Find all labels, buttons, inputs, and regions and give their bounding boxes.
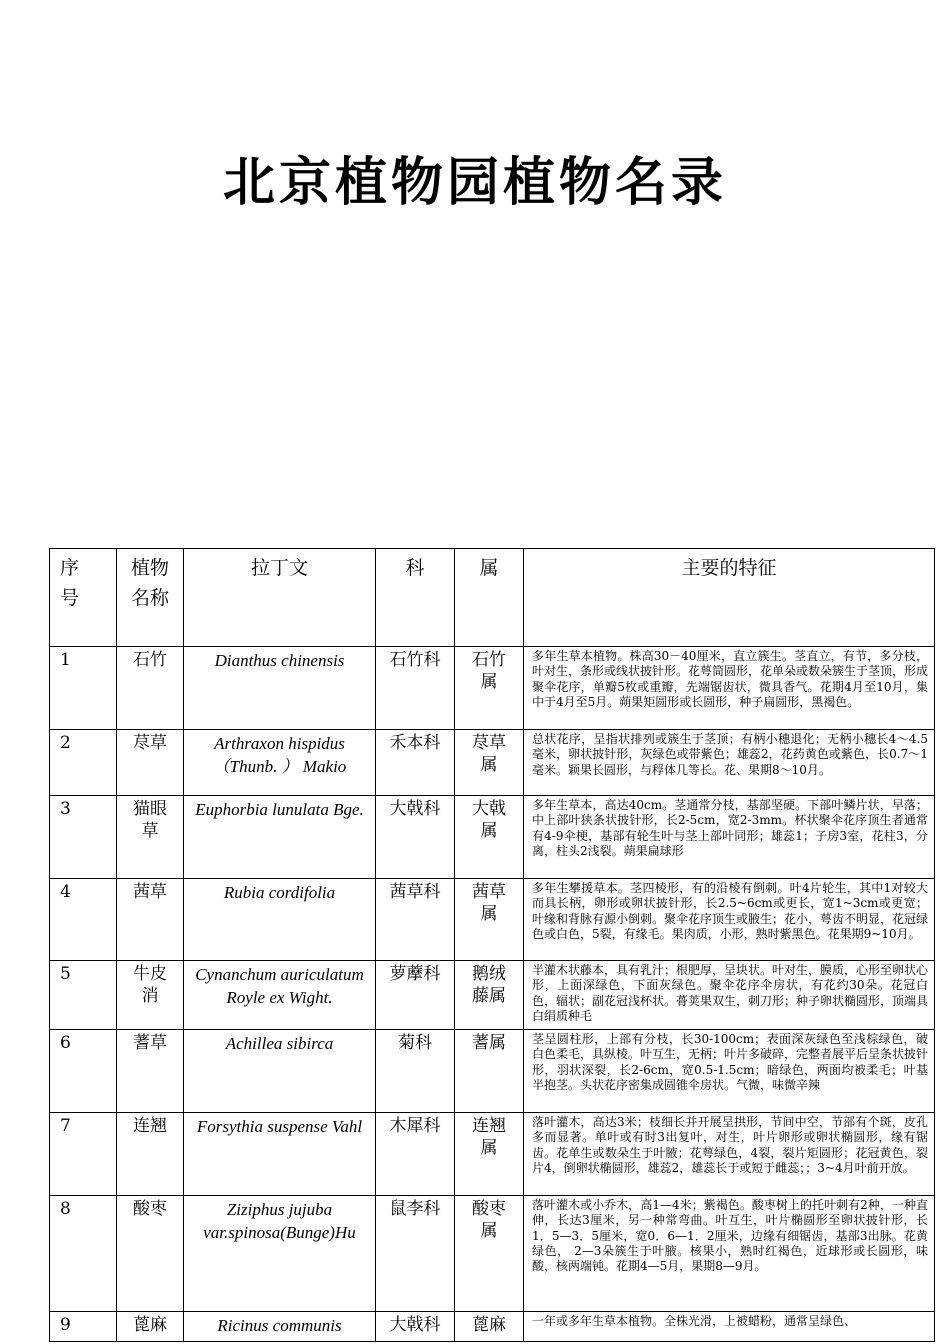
family-name: 木犀科 — [376, 1113, 455, 1196]
latin-name: Cynanchum auriculatum Royle ex Wight. — [184, 961, 376, 1030]
genus-name-text: 蓍属 — [472, 1033, 506, 1053]
feature-description: 落叶灌木，高达3米；枝细长并开展呈拱形，节间中空，节部有个斑，皮孔多而显著。单叶或有时3出复叶，对生，叶片卵形或卵状椭圆形，缘有锯齿。花单生或数朵生于叶腋；花萼绿色，4裂，裂片矩圆形；花冠黄色，裂片4，倒卵状椭圆形，雄蕊2，雄蕊长于或短于雌蕊；；3~4月叶前开放。 — [524, 1113, 935, 1196]
row-number: 9 — [50, 1312, 117, 1342]
genus-name — [455, 1030, 524, 1113]
row-number: 3 — [50, 796, 117, 879]
plant-name — [117, 961, 184, 1030]
plant-name-text: 蓍草 — [133, 1033, 167, 1053]
table-row — [50, 961, 935, 1030]
page-title: 北京植物园植物名录 — [222, 153, 727, 213]
family-name: 茜草科 — [376, 879, 455, 961]
plant-name-text: 茜草 — [133, 882, 167, 902]
family-name: 菊科 — [376, 1030, 455, 1113]
feature-description: 多年生草本，高达40cm。茎通常分枝，基部坚硬。下部叶鳞片状，早落；中上部叶狭条状披针形，长2-5cm，宽2-3mm。杯状聚伞花序顶生者通常有4-9伞梗，基部有轮生叶与茎上部叶同形；雄蕊1；子房3室，花柱3，分离，柱头2浅裂。蒴果扁球形 — [524, 796, 935, 879]
genus-name — [455, 1196, 524, 1312]
latin-name: Rubia cordifolia — [184, 879, 376, 961]
row-number: 7 — [50, 1113, 117, 1196]
family-name: 大戟科 — [376, 1312, 455, 1342]
feature-description: 茎呈圆柱形，上部有分枝，长30-100cm；表面深灰绿色至浅棕绿色，破白色柔毛，具纵棱。叶互生，无柄；叶片多破碎，完整者展平后呈条状披针形，羽状深裂，长2-6cm，宽0.5-1.5cm；暗绿色，两面均被柔毛；叶基半抱茎。头状花序密集成圆锥伞房状。气微，味微辛辣 — [524, 1030, 935, 1113]
row-number: 4 — [50, 879, 117, 961]
header-features: 主要的特征 — [524, 549, 935, 647]
family-name: 鼠李科 — [376, 1196, 455, 1312]
table-row — [50, 879, 935, 961]
genus-name-text: 荩草属 — [472, 733, 506, 775]
genus-name-text: 茜草属 — [472, 882, 506, 924]
plant-name — [117, 1113, 184, 1196]
family-name: 大戟科 — [376, 796, 455, 879]
genus-name — [455, 1113, 524, 1196]
genus-name-text: 蓖麻 — [472, 1315, 506, 1335]
genus-name — [455, 1312, 524, 1342]
genus-name-text: 连翘属 — [472, 1116, 506, 1158]
row-number: 2 — [50, 730, 117, 796]
family-name: 禾本科 — [376, 730, 455, 796]
plant-name-text: 蓖麻 — [133, 1315, 167, 1335]
genus-name — [455, 647, 524, 730]
header-row — [50, 549, 935, 647]
latin-name: Ziziphus jujuba var.spinosa(Bunge)Hu — [184, 1196, 376, 1312]
genus-name — [455, 796, 524, 879]
header-genus: 属 — [455, 549, 524, 647]
genus-name-text: 石竹属 — [472, 650, 506, 692]
plant-name — [117, 1196, 184, 1312]
feature-description: 多年生攀援草本。茎四棱形，有的沿棱有倒刺。叶4片轮生，其中1对较大而具长柄，卵形或卵状披针形，长2.5~6cm或更长，宽1~3cm或更宽；叶缘和背脉有源小倒刺。聚伞花序顶生或腋生；花小，萼齿不明显，花冠绿色或白色，5裂，有缘毛。果肉质，小形，熟时紫黑色。花果期9~10月。 — [524, 879, 935, 961]
family-name: 萝藦科 — [376, 961, 455, 1030]
feature-description: 半灌木状藤本，具有乳汁；根肥厚，呈块状。叶对生，膜质，心形至卵状心形，上面深绿色，下面灰绿色。聚伞花序伞房状，有花约30朵。花冠白色，辐状；副花冠浅杯状。蓇荚果双生，刺刀形；种子卵状椭圆形，顶端具白绢质种毛 — [524, 961, 935, 1030]
plant-name-text: 酸枣 — [133, 1199, 167, 1219]
genus-name-text: 酸枣属 — [472, 1199, 506, 1241]
table-row — [50, 647, 935, 730]
plant-name-text: 荩草 — [133, 733, 167, 753]
plant-name-text: 石竹 — [133, 650, 167, 670]
genus-name — [455, 961, 524, 1030]
feature-description: 多年生草本植物。株高30－40厘米，直立簇生。茎直立，有节，多分枝，叶对生，条形或线状披针形。花萼筒圆形，花单朵或数朵簇生于茎顶，形成聚伞花序，单瓣5枚或重瓣，先端锯齿状，微具香气。花期4月至10月，集中于4月至5月。蒴果矩圆形或长圆形，种子扁圆形，黑褐色。 — [524, 647, 935, 730]
feature-description: 落叶灌木或小乔木，高1—4米；紫褐色。酸枣树上的托叶刺有2种，一种直伸，长达3厘米，另一种常弯曲。叶互生，叶片椭圆形至卵状披针形，长1．5—3．5厘米，宽0．6—1．2厘米，边缘有细锯齿，基部3出脉。花黄绿色， 2—3朵簇生于叶腋。核果小，熟时红褐色，近球形或长圆形，味酸，核两端钝。花期4—5月，果期8—9月。 — [524, 1196, 935, 1312]
latin-name: Forsythia suspense Vahl — [184, 1113, 376, 1196]
plant-name — [117, 1312, 184, 1342]
table-row — [50, 796, 935, 879]
plant-name-text: 猫眼草 — [133, 799, 167, 841]
header-latin: 拉丁文 — [184, 549, 376, 647]
plant-table — [49, 548, 935, 1342]
row-number: 5 — [50, 961, 117, 1030]
plant-name — [117, 730, 184, 796]
row-number: 6 — [50, 1030, 117, 1113]
plant-name-text: 连翘 — [133, 1116, 167, 1136]
header-name: 植物名称 — [117, 549, 184, 647]
row-number: 1 — [50, 647, 117, 730]
row-number: 8 — [50, 1196, 117, 1312]
latin-name: Arthraxon hispidus （Thunb. ） Makio — [184, 730, 376, 796]
feature-description: 一年或多年生草本植物。全株光滑，上被蜡粉，通常呈绿色、 — [524, 1312, 935, 1342]
plant-name — [117, 796, 184, 879]
latin-name: Euphorbia lunulata Bge. — [184, 796, 376, 879]
genus-name — [455, 730, 524, 796]
genus-name — [455, 879, 524, 961]
table-row — [50, 1196, 935, 1312]
feature-description: 总状花序，呈指状排列或簇生于茎顶；有柄小穗退化；无柄小穗长4～4.5毫米，卵状披针形，灰绿色或带紫色；雄蕊2，花药黄色或紫色，长0.7～1毫米。颖果长圆形，与稃体几等长。花、果期8～10月。 — [524, 730, 935, 796]
table-row — [50, 1312, 935, 1342]
latin-name: Ricinus communis — [184, 1312, 376, 1342]
genus-name-text: 鹅绒藤属 — [472, 964, 506, 1006]
plant-name — [117, 879, 184, 961]
table-row — [50, 1113, 935, 1196]
plant-name-text: 牛皮消 — [133, 964, 167, 1006]
latin-name: Achillea sibirca — [184, 1030, 376, 1113]
header-seq: 序号 — [50, 549, 117, 647]
table-row — [50, 730, 935, 796]
table-row — [50, 1030, 935, 1113]
genus-name-text: 大戟属 — [472, 799, 506, 841]
header-family: 科 — [376, 549, 455, 647]
family-name: 石竹科 — [376, 647, 455, 730]
plant-name — [117, 647, 184, 730]
plant-name — [117, 1030, 184, 1113]
latin-name: Dianthus chinensis — [184, 647, 376, 730]
